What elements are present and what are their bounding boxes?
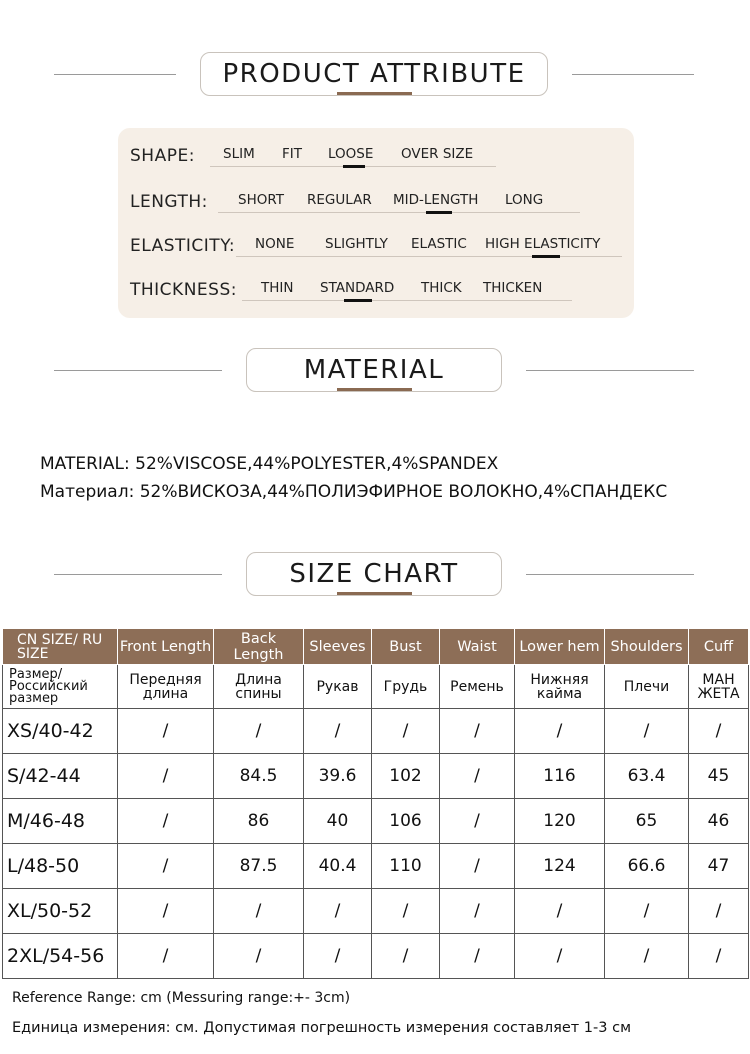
size-table-header-ru xyxy=(3,665,749,709)
size-label-cell: M/46-48 xyxy=(3,799,118,844)
size-label-cell: 2XL/54-56 xyxy=(3,934,118,979)
thickness-label: THICKNESS: xyxy=(130,280,237,300)
measurement-cell: 110 xyxy=(372,844,440,889)
measurement-cell: / xyxy=(605,934,689,979)
product-attribute-header xyxy=(0,52,750,112)
table-row xyxy=(3,754,749,799)
shape-label: SHAPE: xyxy=(130,146,195,166)
header-ru-cell: Ремень xyxy=(440,665,515,709)
measurement-cell: 120 xyxy=(515,799,605,844)
table-row xyxy=(3,799,749,844)
measurement-cell: 63.4 xyxy=(605,754,689,799)
table-row xyxy=(3,934,749,979)
thickness-option: THIN xyxy=(261,280,294,296)
measurement-cell: / xyxy=(689,934,749,979)
measurement-cell: / xyxy=(440,754,515,799)
header-cell: Waist xyxy=(440,629,515,665)
material-header xyxy=(0,348,750,408)
measurement-cell: 84.5 xyxy=(214,754,304,799)
measurement-cell: 39.6 xyxy=(304,754,372,799)
measurement-cell: / xyxy=(118,754,214,799)
length-option: REGULAR xyxy=(307,192,372,208)
measurement-cell: 65 xyxy=(605,799,689,844)
header-ru-cell: МАН ЖЕТА xyxy=(689,665,749,709)
header-cell: CN SIZE/ RU SIZE xyxy=(3,629,118,665)
header-cell: Back Length xyxy=(214,629,304,665)
measurement-cell: / xyxy=(689,889,749,934)
measurement-cell: 40.4 xyxy=(304,844,372,889)
header-ru-cell: Рукав xyxy=(304,665,372,709)
measurement-cell: / xyxy=(118,844,214,889)
shape-option-selected: LOOSE xyxy=(328,146,374,162)
measurement-cell: 116 xyxy=(515,754,605,799)
material-ru-value: 52%ВИСКОЗА,44%ПОЛИЭФИРНОЕ ВОЛОКНО,4%СПАНДЕКС xyxy=(139,482,668,502)
length-option: LONG xyxy=(505,192,544,208)
measurement-cell: 66.6 xyxy=(605,844,689,889)
reference-range-ru: Единица измерения: см. Допустимая погрешность измерения составляет 1-3 см xyxy=(12,1020,632,1036)
header-ru-cell: Длина спины xyxy=(214,665,304,709)
measurement-cell: 124 xyxy=(515,844,605,889)
measurement-cell: / xyxy=(515,709,605,754)
header-cell: Bust xyxy=(372,629,440,665)
shape-row xyxy=(118,140,634,170)
measurement-cell: / xyxy=(515,889,605,934)
measurement-cell: / xyxy=(372,709,440,754)
measurement-cell: / xyxy=(118,709,214,754)
measurement-cell: / xyxy=(440,799,515,844)
measurement-cell: / xyxy=(304,889,372,934)
product-attribute-title: PRODUCT ATTRIBUTE xyxy=(200,52,548,96)
thickness-row xyxy=(118,274,634,304)
material-en xyxy=(40,454,498,474)
reference-range-en: Reference Range: cm (Messuring range:+- 3cm) xyxy=(12,990,351,1006)
table-row xyxy=(3,844,749,889)
measurement-cell: / xyxy=(440,889,515,934)
material-en-label: MATERIAL: xyxy=(40,454,130,474)
header-cell: Shoulders xyxy=(605,629,689,665)
measurement-cell: / xyxy=(605,889,689,934)
material-title: MATERIAL xyxy=(246,348,502,392)
size-label-cell: XS/40-42 xyxy=(3,709,118,754)
size-label-cell: L/48-50 xyxy=(3,844,118,889)
length-option: SHORT xyxy=(238,192,284,208)
header-cell: Cuff xyxy=(689,629,749,665)
material-ru-label: Материал: xyxy=(40,482,135,502)
thickness-option-selected: STANDARD xyxy=(320,280,395,296)
size-table-header-en xyxy=(3,629,749,665)
measurement-cell: / xyxy=(214,934,304,979)
elasticity-label: ELASTICITY: xyxy=(130,236,236,256)
header-ru-cell: Плечи xyxy=(605,665,689,709)
measurement-cell: 87.5 xyxy=(214,844,304,889)
elasticity-option: ELASTIC xyxy=(411,236,467,252)
measurement-cell: / xyxy=(304,934,372,979)
shape-option: FIT xyxy=(282,146,302,162)
measurement-cell: 46 xyxy=(689,799,749,844)
measurement-cell: / xyxy=(118,799,214,844)
measurement-cell: / xyxy=(118,934,214,979)
measurement-cell: / xyxy=(304,709,372,754)
length-option-selected: MID-LENGTH xyxy=(393,192,479,208)
measurement-cell: / xyxy=(440,709,515,754)
measurement-cell: 40 xyxy=(304,799,372,844)
size-chart-title: SIZE CHART xyxy=(246,552,502,596)
table-row xyxy=(3,889,749,934)
length-label: LENGTH: xyxy=(130,192,208,212)
shape-option: OVER SIZE xyxy=(401,146,474,162)
measurement-cell: / xyxy=(372,889,440,934)
measurement-cell: / xyxy=(372,934,440,979)
elasticity-option: SLIGHTLY xyxy=(325,236,388,252)
header-ru-cell: Размер/ Российский размер xyxy=(3,665,118,709)
measurement-cell: / xyxy=(440,934,515,979)
size-table xyxy=(2,628,749,979)
length-row xyxy=(118,186,634,216)
measurement-cell: 86 xyxy=(214,799,304,844)
thickness-option: THICKEN xyxy=(483,280,543,296)
measurement-cell: / xyxy=(214,889,304,934)
size-label-cell: S/42-44 xyxy=(3,754,118,799)
measurement-cell: 106 xyxy=(372,799,440,844)
elasticity-option: NONE xyxy=(255,236,295,252)
elasticity-row xyxy=(118,230,634,260)
size-label-cell: XL/50-52 xyxy=(3,889,118,934)
measurement-cell: 45 xyxy=(689,754,749,799)
size-chart-header xyxy=(0,552,750,612)
measurement-cell: 102 xyxy=(372,754,440,799)
measurement-cell: / xyxy=(515,934,605,979)
shape-option: SLIM xyxy=(223,146,255,162)
material-ru xyxy=(40,482,667,502)
header-cell: Front Length xyxy=(118,629,214,665)
table-row xyxy=(3,709,749,754)
measurement-cell: / xyxy=(214,709,304,754)
header-ru-cell: Грудь xyxy=(372,665,440,709)
elasticity-option-selected: HIGH ELASTICITY xyxy=(485,236,601,252)
measurement-cell: / xyxy=(605,709,689,754)
thickness-option: THICK xyxy=(421,280,462,296)
material-en-value: 52%VISCOSE,44%POLYESTER,4%SPANDEX xyxy=(135,454,499,474)
measurement-cell: / xyxy=(440,844,515,889)
attribute-panel xyxy=(118,128,634,318)
measurement-cell: 47 xyxy=(689,844,749,889)
header-cell: Lower hem xyxy=(515,629,605,665)
header-ru-cell: Нижняя кайма xyxy=(515,665,605,709)
measurement-cell: / xyxy=(118,889,214,934)
header-cell: Sleeves xyxy=(304,629,372,665)
header-ru-cell: Передняя длина xyxy=(118,665,214,709)
measurement-cell: / xyxy=(689,709,749,754)
